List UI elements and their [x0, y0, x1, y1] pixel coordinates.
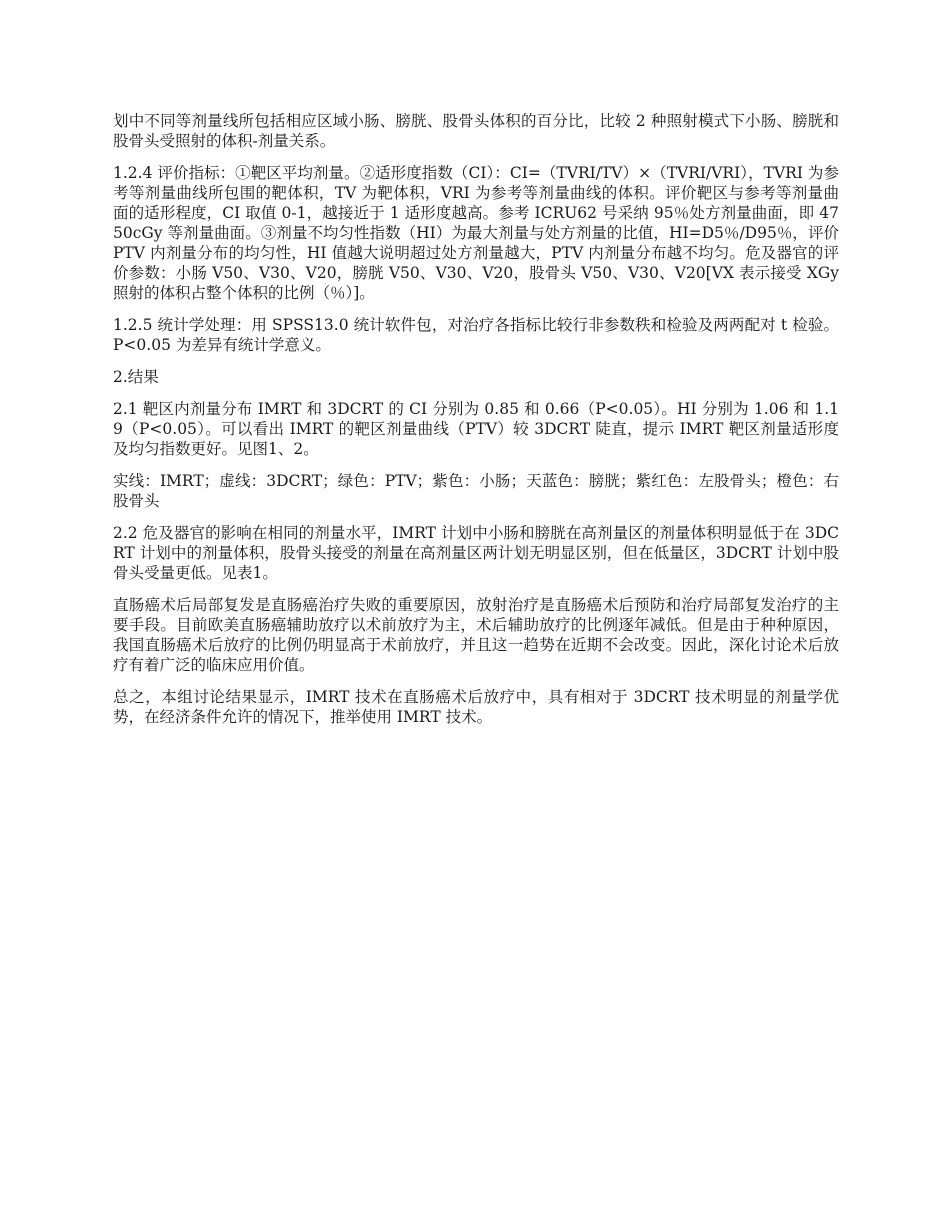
paragraph-evaluation-indices: 1.2.4 评价指标：①靶区平均剂量。②适形度指数（CI）：CI=（TVRI/TV）×（TVRI/VRI），TVRI 为参考等剂量曲线所包围的靶体积，TV 为靶体积，VRI 为参考等剂量曲线的体积。评价靶区与参考等剂量曲面的适形程度，CI 取值 0-1，越接近于 1 适形度越高。参考 ICRU62 号采纳 95％处方剂量曲面，即 4750cGy 等剂量曲面。③剂量不均匀性指数（HI）为最大剂量与处方剂量的比值，HI=D5％/D95％，评价 PTV 内剂量分布的均匀性，HI 值越大说明超过处方剂量越大，PTV 内剂量分布越不均匀。危及器官的评价参数：小肠 V50、V30、V20，膀胱 V50、V30、V20，股骨头 V50、V30、V20[VX 表示接受 XGy 照射的体积占整个体积的比例（％）]。 — [113, 164, 839, 302]
paragraph-organs-at-risk: 2.2 危及器官的影响在相同的剂量水平，IMRT 计划中小肠和膀胱在高剂量区的剂量体积明显低于在 3DCRT 计划中的剂量体积，股骨头接受的剂量在高剂量区两计划无明显区别，但在低量区，3DCRT 计划中股骨头受量更低。见表1。 — [113, 524, 839, 582]
paragraph-conclusion: 总之，本组讨论结果显示，IMRT 技术在直肠癌术后放疗中，具有相对于 3DCRT 技术明显的剂量学优势，在经济条件允许的情况下，推举使用 IMRT 技术。 — [113, 688, 839, 726]
paragraph-discussion: 直肠癌术后局部复发是直肠癌治疗失败的重要原因，放射治疗是直肠癌术后预防和治疗局部复发治疗的主要手段。目前欧美直肠癌辅助放疗以术前放疗为主，术后辅助放疗的比例逐年减低。但是由于种种原因，我国直肠癌术后放疗的比例仍明显高于术前放疗，并且这一趋势在近期不会改变。因此，深化讨论术后放疗有着广泛的临床应用价值。 — [113, 596, 839, 674]
paragraph-figure-legend: 实线：IMRT；虚线：3DCRT；绿色：PTV；紫色：小肠；天蓝色：膀胱；紫红色：左股骨头；橙色：右股骨头 — [113, 472, 839, 510]
document-body — [113, 111, 839, 739]
section-heading-results: 2.结果 — [113, 368, 159, 386]
paragraph-dose-volume-intro: 划中不同等剂量线所包括相应区域小肠、膀胱、股骨头体积的百分比，比较 2 种照射模式下小肠、膀胱和股骨头受照射的体积-剂量关系。 — [113, 112, 839, 150]
paragraph-statistics: 1.2.5 统计学处理：用 SPSS13.0 统计软件包，对治疗各指标比较行非参数秩和检验及两两配对 t 检验。P<0.05 为差异有统计学意义。 — [113, 316, 839, 354]
paragraph-target-dose-distribution: 2.1 靶区内剂量分布 IMRT 和 3DCRT 的 CI 分别为 0.85 和 0.66（P<0.05）。HI 分别为 1.06 和 1.19（P<0.05）。可以看出 IMRT 的靶区剂量曲线（PTV）较 3DCRT 陡直，提示 IMRT 靶区剂量适形度及均匀指数更好。见图1、2。 — [113, 400, 839, 458]
